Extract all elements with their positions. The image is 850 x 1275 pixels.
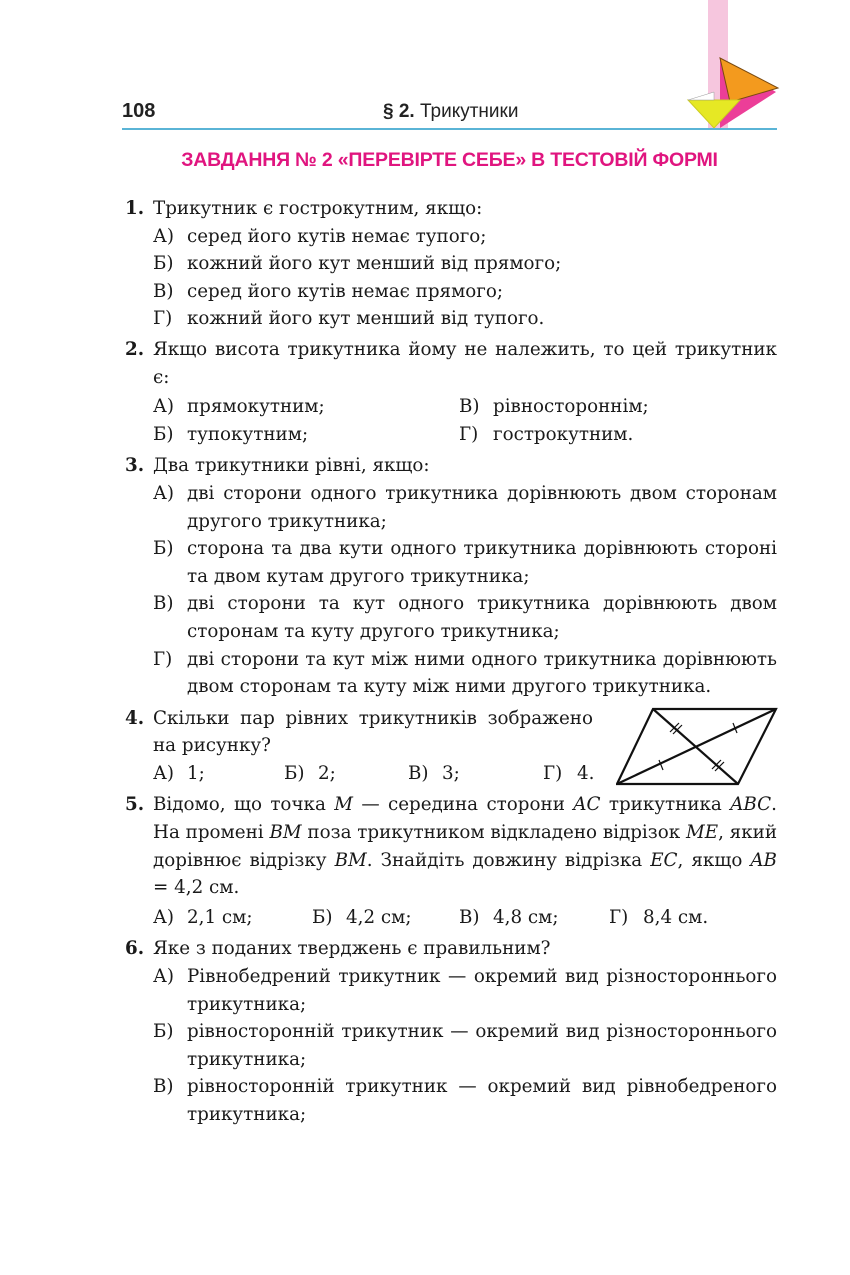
problem-stem <box>153 791 777 901</box>
math-var: M <box>334 794 353 816</box>
option-text: 3; <box>442 762 460 784</box>
running-head <box>383 101 518 123</box>
option-row <box>153 904 777 932</box>
parallelogram-figure <box>616 705 781 789</box>
problem-stem: Трикутник є гострокутним, якщо: <box>153 198 483 219</box>
stem-text: = 4,2 см. <box>153 877 240 899</box>
stem-text: Відомо, що точка <box>153 794 335 816</box>
option-letter: Б) <box>153 538 174 560</box>
option-letter: Б) <box>284 762 305 784</box>
stem-text: . На промені <box>153 794 777 844</box>
option-d <box>543 760 594 788</box>
problem-list <box>122 195 777 1132</box>
section-name: Трикутники <box>419 101 519 122</box>
option-text: рівносторонній трикутник — окремий вид різностороннього трикутника; <box>187 1021 777 1070</box>
option-text: Рівнобедрений трикутник — окремий вид різностороннього трикутника; <box>187 966 777 1015</box>
option-text: дві сторони та кут одного трикутника дорівнюють двом сторонам та куту другого трикутника; <box>187 593 777 642</box>
option-text: 8,4 см. <box>643 906 709 928</box>
problem-stem: Скільки пар рівних трикутників зображено на рисунку? <box>153 707 593 757</box>
option-b <box>153 535 777 590</box>
problem-stem: Якщо висота трикутника йому не належить, то цей трикутник є: <box>153 338 777 388</box>
section-mark: § 2. <box>383 101 415 122</box>
option-text: серед його кутів немає тупого; <box>187 225 487 247</box>
problem-stem: Яке з поданих тверджень є правильним? <box>153 938 551 960</box>
option-text: кожний його кут менший від прямого; <box>187 253 562 275</box>
option-b <box>153 421 459 449</box>
option-c <box>408 760 543 788</box>
page-number: 108 <box>122 100 156 122</box>
option-letter: В) <box>153 280 174 302</box>
math-var: AC <box>573 794 601 816</box>
problem-number: 4. <box>125 707 145 729</box>
option-text: прямокутним; <box>187 396 325 418</box>
stem-text: поза трикутником відкладено відрізок <box>301 822 686 844</box>
option-c <box>459 393 777 421</box>
option-letter: Г) <box>153 648 173 670</box>
math-var: ABC <box>730 794 772 816</box>
option-letter: А) <box>153 482 174 504</box>
option-letter: В) <box>408 762 429 784</box>
option-c <box>153 590 777 645</box>
option-text: гострокутним. <box>493 423 634 445</box>
option-letter: А) <box>153 906 174 928</box>
option-text: кожний його кут менший від тупого. <box>187 308 545 330</box>
option-text: рівносторонній трикутник — окремий вид рівнобедреного трикутника; <box>187 1076 777 1125</box>
option-d <box>609 904 708 932</box>
option-text: серед його кутів немає прямого; <box>187 280 504 302</box>
option-letter: Б) <box>153 253 174 275</box>
white-triangle <box>688 92 714 100</box>
problem-number: 1. <box>125 198 145 219</box>
corner-triangles-decoration <box>680 0 790 140</box>
option-letter: Б) <box>312 906 333 928</box>
option-c <box>153 1073 777 1128</box>
option-text: 4,8 см; <box>493 906 559 928</box>
stem-text: , якщо <box>677 849 751 871</box>
option-text: 2,1 см; <box>187 906 253 928</box>
option-letter: Б) <box>153 1021 174 1043</box>
option-letter: В) <box>459 906 480 928</box>
option-a <box>153 480 777 535</box>
math-var: BM <box>269 822 302 844</box>
problem-4 <box>122 705 777 788</box>
option-letter: В) <box>153 593 174 615</box>
option-letter: А) <box>153 762 174 784</box>
option-a <box>153 963 777 1018</box>
math-var: EC <box>650 849 678 871</box>
page-title: ЗАВДАННЯ № 2 «ПЕРЕВІРТЕ СЕБЕ» В ТЕСТОВІЙ ФОРМІ <box>181 149 718 171</box>
option-text: 4,2 см; <box>346 906 412 928</box>
problem-number: 3. <box>125 455 145 477</box>
option-letter: А) <box>153 966 174 988</box>
option-c <box>153 278 777 306</box>
header-rule <box>122 128 777 130</box>
option-letter: А) <box>153 396 174 418</box>
option-letter: В) <box>459 396 480 418</box>
problem-number: 6. <box>125 938 145 960</box>
option-text: 4. <box>577 762 595 784</box>
problem-1 <box>122 195 777 333</box>
option-c <box>459 904 609 932</box>
option-b <box>153 1018 777 1073</box>
option-a <box>153 904 312 932</box>
option-text: 1; <box>187 762 205 784</box>
option-b <box>312 904 459 932</box>
math-var: BM <box>334 849 367 871</box>
option-letter: Г) <box>543 762 563 784</box>
option-letter: Г) <box>153 308 173 330</box>
option-a <box>153 393 459 421</box>
problem-6 <box>122 935 777 1128</box>
option-letter: Б) <box>153 423 174 445</box>
problem-3 <box>122 452 777 700</box>
option-text: тупокутним; <box>187 423 309 445</box>
stem-text: трикутника <box>600 794 731 816</box>
option-d <box>153 646 777 701</box>
option-b <box>284 760 408 788</box>
option-text: дві сторони та кут між ними одного трикутника дорівнюють двом сторонам та куту між ними другого трикутника. <box>187 648 777 698</box>
stem-text: , який дорівнює відрізку <box>153 822 778 871</box>
stem-text: . Знайдіть довжину відрізка <box>366 849 651 871</box>
option-d <box>459 421 777 449</box>
option-b <box>153 250 777 278</box>
option-letter: Г) <box>609 906 629 928</box>
option-a <box>153 760 284 788</box>
option-text: 2; <box>318 762 336 784</box>
option-letter: А) <box>153 225 174 247</box>
diagonal-2 <box>617 709 776 784</box>
math-var: AB <box>750 849 777 871</box>
option-text: дві сторони одного трикутника дорівнюють двом сторонам другого трикутника; <box>187 482 777 532</box>
option-letter: Г) <box>459 423 479 445</box>
problem-number: 2. <box>125 338 145 360</box>
problem-number: 5. <box>125 794 145 816</box>
math-var: ME <box>685 822 719 844</box>
option-d <box>153 305 777 333</box>
option-a <box>153 223 777 251</box>
stem-text: — середина сторони <box>352 794 574 816</box>
problem-stem: Два трикутники рівні, якщо: <box>153 455 430 477</box>
option-text: рівностороннім; <box>493 396 649 418</box>
problem-2 <box>122 336 777 448</box>
option-grid <box>153 393 777 448</box>
option-letter: В) <box>153 1076 174 1098</box>
problem-5 <box>122 791 777 931</box>
option-text: сторона та два кути одного трикутника дорівнюють стороні та двом кутам другого трикутника; <box>187 538 777 587</box>
